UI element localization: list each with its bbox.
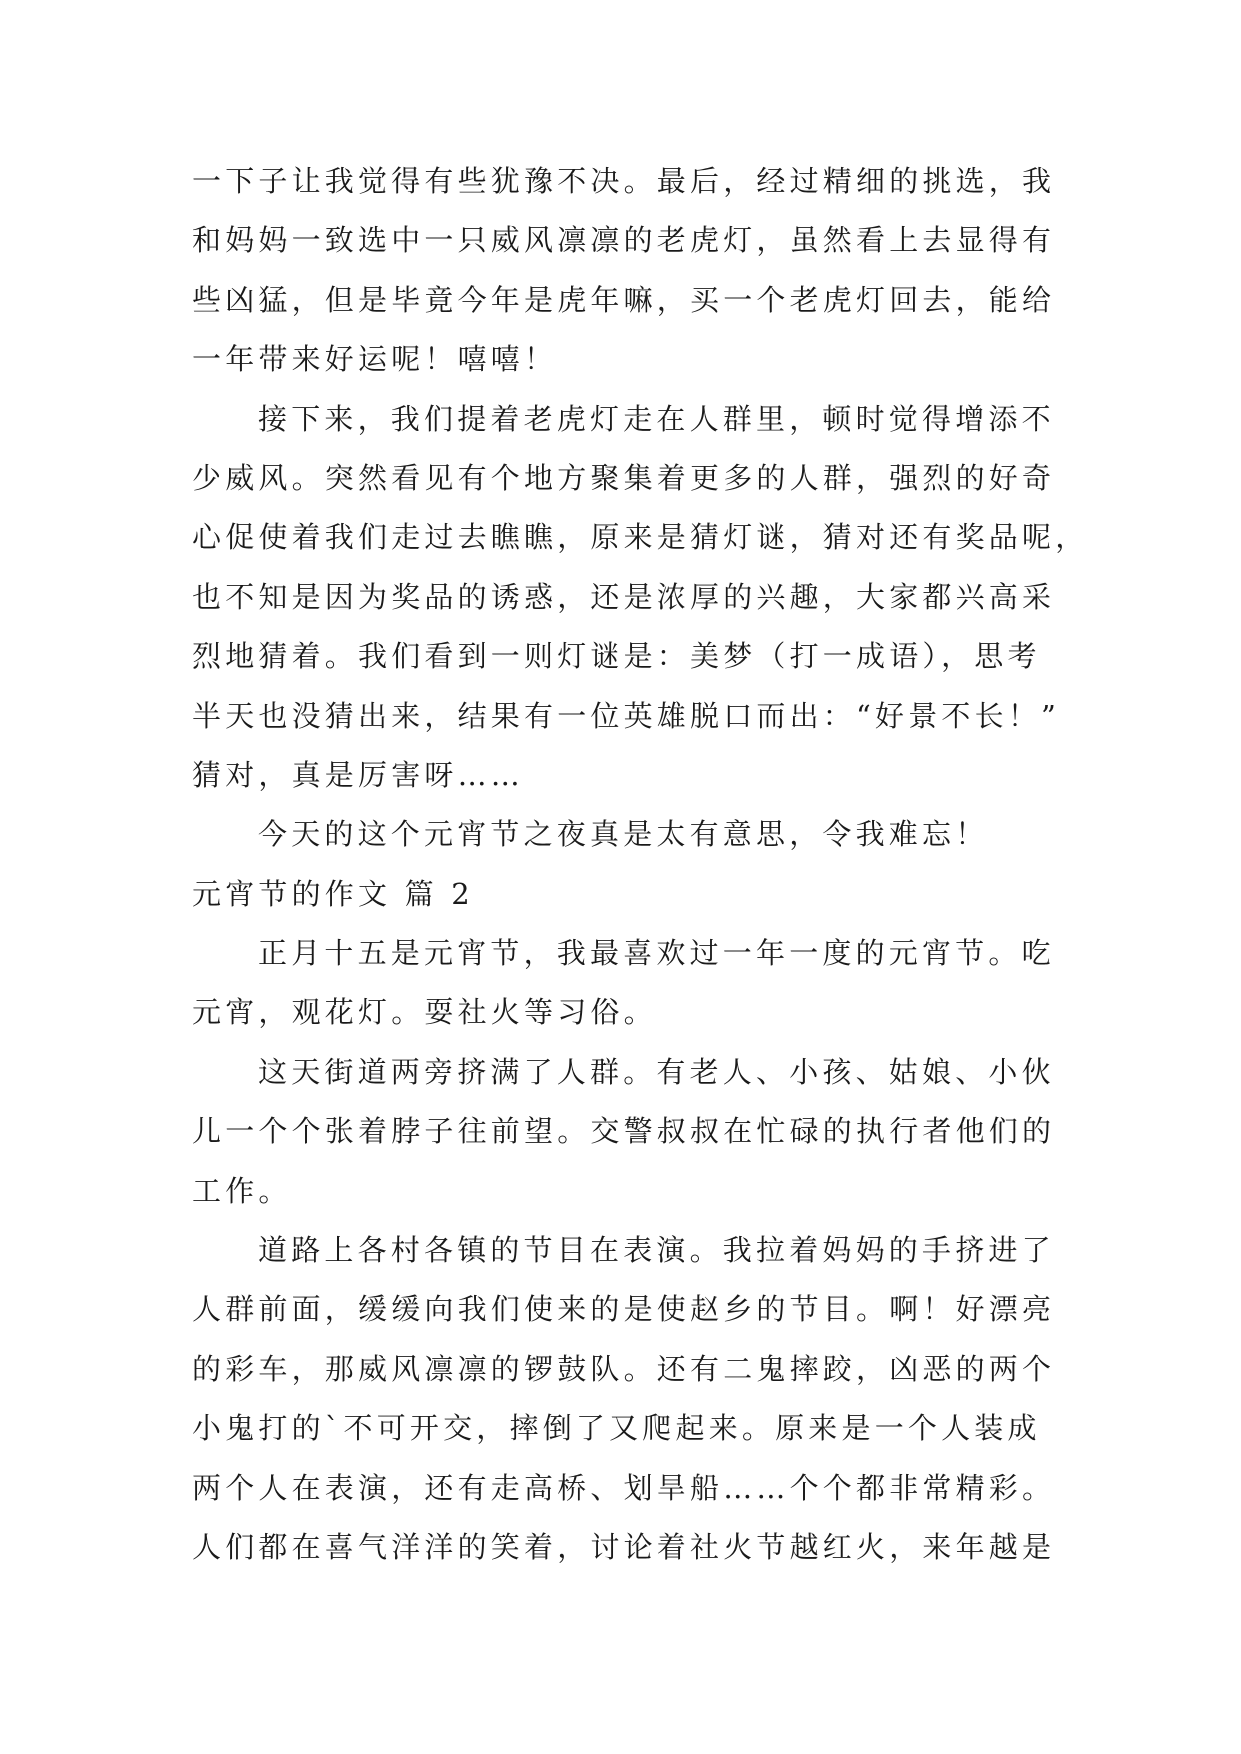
essay-body <box>192 152 1089 1577</box>
paragraph-start-line: 今天的这个元宵节之夜真是太有意思，令我难忘！ <box>258 817 989 852</box>
text-line: 心促使着我们走过去瞧瞧，原来是猜灯谜，猜对还有奖品呢， <box>192 520 1089 555</box>
text-line: 也不知是因为奖品的诱惑，还是浓厚的兴趣，大家都兴高采 <box>192 579 1056 614</box>
text-line: 猜对，真是厉害呀…… <box>192 757 525 792</box>
paragraph-start-line: 这天街道两旁挤满了人群。有老人、小孩、姑娘、小伙 <box>258 1054 1055 1089</box>
text-line: 儿一个个张着脖子往前望。交警叔叔在忙碌的执行者他们的 <box>192 1114 1056 1149</box>
text-line: 一下子让我觉得有些犹豫不决。最后，经过精细的挑选，我 <box>192 164 1056 198</box>
section-heading: 元宵节的作文 篇 2 <box>192 876 474 911</box>
text-line: 半天也没猜出来，结果有一位英雄脱口而出：“好景不长！” <box>192 698 1061 733</box>
text-line: 少威风。突然看见有个地方聚集着更多的人群，强烈的好奇 <box>192 460 1056 495</box>
text-line: 和妈妈一致选中一只威风凛凛的老虎灯，虽然看上去显得有 <box>192 223 1056 258</box>
text-line: 两个人在表演，还有走高桥、划旱船……个个都非常精彩。 <box>192 1470 1056 1505</box>
paragraph-start-line: 道路上各村各镇的节目在表演。我拉着妈妈的手挤进了 <box>258 1233 1055 1268</box>
text-line: 些凶猛，但是毕竟今年是虎年嘛，买一个老虎灯回去，能给 <box>192 282 1056 317</box>
text-line: 一年带来好运呢！嘻嘻！ <box>192 342 558 377</box>
text-line: 工作。 <box>192 1173 292 1208</box>
text-line: 烈地猜着。我们看到一则灯谜是：美梦（打一成语），思考 <box>192 639 1041 674</box>
paragraph-start-line: 接下来，我们提着老虎灯走在人群里，顿时觉得增添不 <box>258 401 1055 436</box>
paragraph-start-line: 正月十五是元宵节，我最喜欢过一年一度的元宵节。吃 <box>258 936 1055 971</box>
text-line: 元宵，观花灯。耍社火等习俗。 <box>192 995 657 1030</box>
text-line: 的彩车，那威风凛凛的锣鼓队。还有二鬼摔跤，凶恶的两个 <box>192 1351 1056 1386</box>
text-line: 小鬼打的`不可开交，摔倒了又爬起来。原来是一个人装成 <box>192 1411 1041 1446</box>
text-line: 人们都在喜气洋洋的笑着，讨论着社火节越红火，来年越是 <box>192 1529 1056 1564</box>
text-line: 人群前面，缓缓向我们使来的是使赵乡的节目。啊！好漂亮 <box>192 1292 1056 1327</box>
